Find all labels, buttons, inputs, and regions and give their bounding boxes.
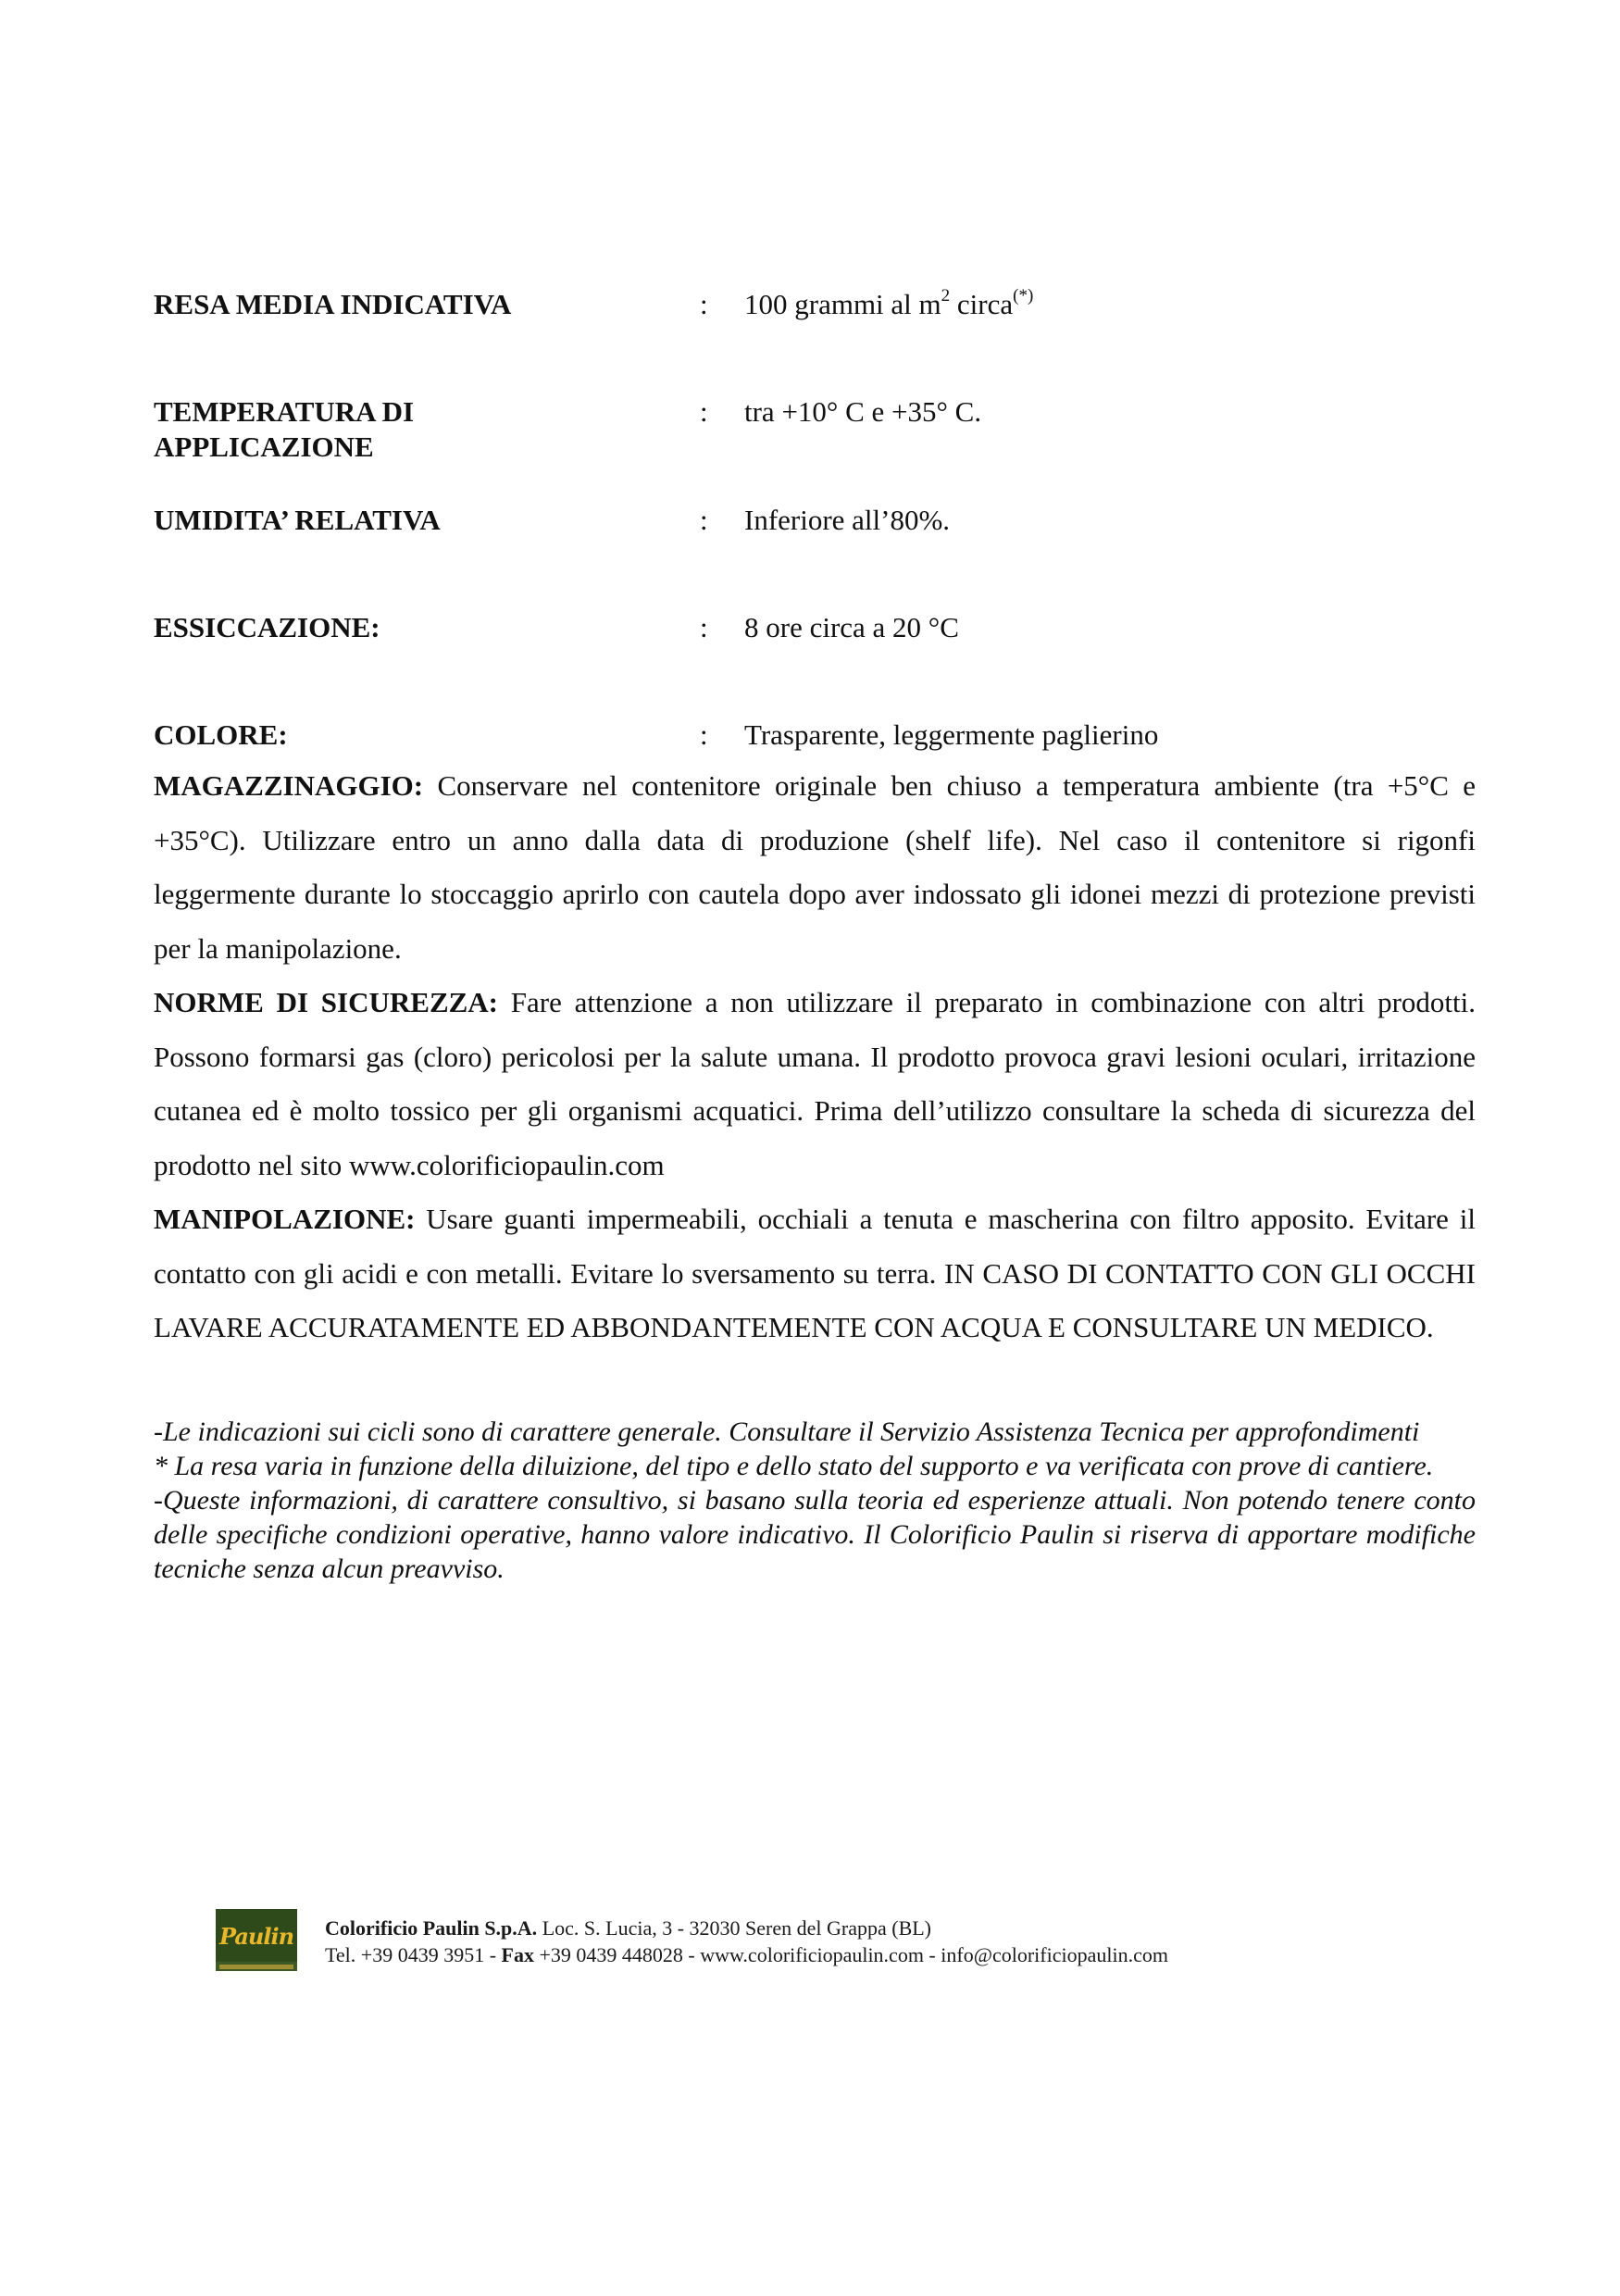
spec-colon: :	[700, 611, 708, 643]
section-norme-sicurezza	[154, 976, 1476, 1192]
superscript: 2	[941, 286, 951, 306]
spec-value: 8 ore circa a 20 °C	[744, 611, 959, 643]
logo-text: Paulin	[218, 1923, 294, 1950]
spec-row-essiccazione	[154, 610, 1477, 647]
notes-block	[154, 1415, 1476, 1586]
spec-value: 100 grammi al $m^2$ circa(*)	[744, 286, 1034, 320]
spec-value: tra +10° C e +35° C.	[744, 395, 982, 428]
spec-value: Trasparente, leggermente paglierino	[744, 718, 1159, 751]
section-text: Fare attenzione a non utilizzare il preparato in combinazione con altri prodotti. Possono formarsi gas (cloro) pericolosi per la salute umana. Il prodotto provoca gravi lesioni oculari, irritazione cutanea ed è molto tossico per gli organismi acquatici. Prima dell’utilizzo consultare la scheda di sicurezza del prodotto nel sito www.colorificiopaulin.com	[154, 986, 1477, 1181]
footer-company: Colorificio Paulin S.p.A.	[325, 1916, 538, 1940]
spec-label: UMIDITA’ RELATIVA	[154, 504, 441, 536]
section-manipolazione	[154, 1192, 1476, 1355]
footer-contact-line	[325, 1943, 1168, 1967]
spec-label: COLORE:	[154, 718, 288, 751]
footer-address: Loc. S. Lucia, 3 - 32030 Seren del Grappa (BL)	[537, 1916, 932, 1940]
section-magazzinaggio	[154, 759, 1476, 976]
spec-colon: :	[700, 504, 708, 536]
footer-fax-label: Fax	[501, 1943, 534, 1966]
superscript: (*)	[1013, 286, 1034, 306]
section-heading: NORME DI SICUREZZA:	[154, 986, 499, 1018]
note-paragraph: -Queste informazioni, di carattere consultivo, si basano sulla teoria ed esperienze attuali. Non potendo tenere conto delle specifiche condizioni operative, hanno valore indicativo. Il Colorificio Paulin si riserva di apportare modifiche tecniche senza alcun preavviso.	[154, 1485, 1476, 1584]
section-text: Conservare nel contenitore originale ben chiuso a temperatura ambiente (tra +5°C e +35°C). Utilizzare entro un anno dalla data di produzione (shelf life). Nel caso il contenitore si rigonfi leggermente durante lo stoccaggio aprirlo con cautela dopo aver indossato gli idonei mezzi di protezione previsti per la manipolazione.	[154, 769, 1476, 965]
spec-colon: :	[700, 718, 708, 751]
note-paragraph: * La resa varia in funzione della diluizione, del tipo e dello stato del supporto e va verificata con prove di cantiere.	[154, 1451, 1434, 1481]
footer-contacts: +39 0439 448028 - www.colorificiopaulin.com - info@colorificiopaulin.com	[533, 1943, 1168, 1966]
note-paragraph: -Le indicazioni sui cicli sono di carattere generale. Consultare il Servizio Assistenza Tecnica per approfondimenti	[154, 1416, 1420, 1447]
logo-strip	[219, 1965, 293, 1969]
section-heading: MANIPOLAZIONE:	[154, 1203, 416, 1235]
spec-label: TEMPERATURA DI APPLICAZIONE	[154, 395, 415, 463]
footer-address-line	[325, 1916, 931, 1940]
spec-row-temperatura	[154, 394, 1477, 468]
section-heading: MAGAZZINAGGIO:	[154, 769, 424, 802]
spec-colon: :	[700, 395, 708, 428]
spec-label: RESA MEDIA INDICATIVA	[154, 288, 512, 320]
page-footer	[216, 1909, 1327, 1974]
spec-colon: :	[700, 288, 708, 320]
section-text: Usare guanti impermeabili, occhiali a tenuta e mascherina con filtro apposito. Evitare il contatto con gli acidi e con metalli. Evitare lo sversamento su terra. IN CASO DI CONTATTO CON GLI OCCHI LAVARE ACCURATAMENTE ED ABBONDANTEMENTE CON ACQUA E CONSULTARE UN MEDICO.	[154, 1203, 1476, 1343]
spec-row-resa	[154, 287, 1477, 324]
spec-row-umidita	[154, 503, 1477, 540]
spec-label: ESSICCAZIONE:	[154, 611, 380, 643]
footer-tel-label: Tel.	[325, 1943, 356, 1966]
footer-tel: +39 0439 3951 -	[355, 1943, 502, 1966]
spec-value: Inferiore all’80%.	[744, 504, 951, 536]
company-logo	[216, 1909, 297, 1971]
spec-row-colore	[154, 718, 1477, 755]
